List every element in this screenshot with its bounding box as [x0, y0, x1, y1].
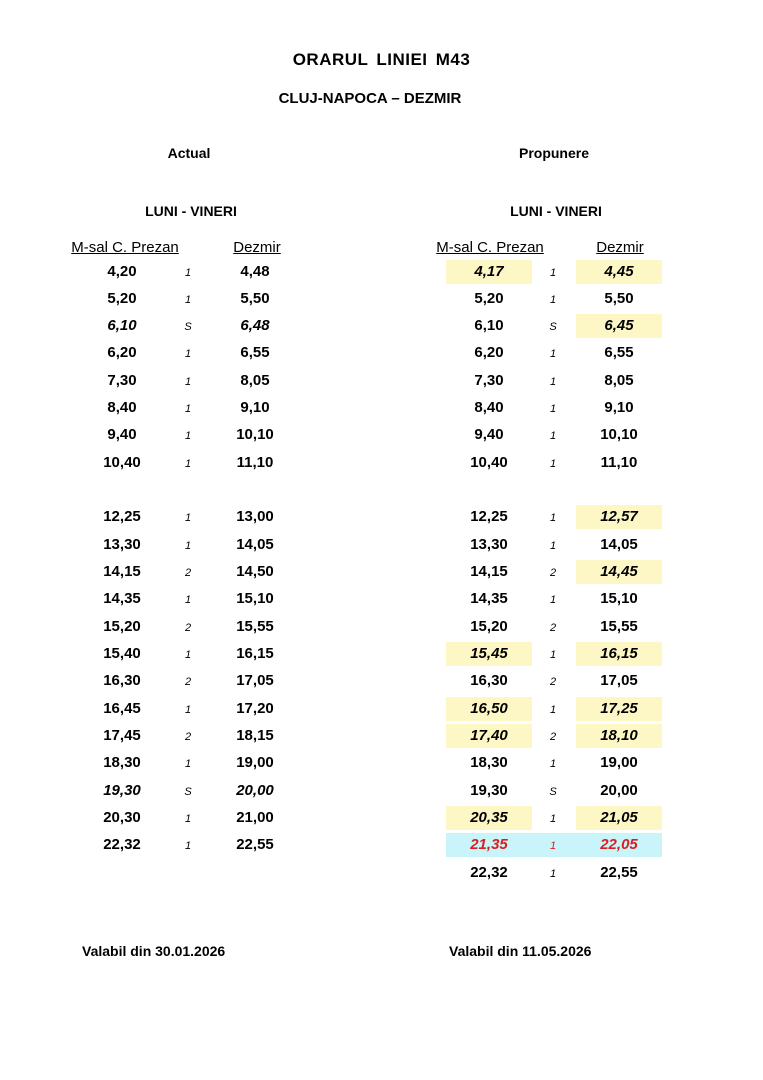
departure-time: 6,20 [474, 344, 504, 362]
departure-time: 15,20 [103, 617, 141, 635]
departure-time: 16,45 [103, 699, 141, 717]
departure-time: 9,40 [107, 426, 137, 444]
page-title: ORARUL LINIEI M43 [292, 50, 471, 69]
departure-time: 17,40 [446, 724, 532, 748]
departure-time: 19,30 [470, 781, 508, 799]
departure-time: 22,32 [103, 836, 141, 854]
frequency-code: 1 [549, 758, 557, 771]
frequency-code: S [184, 785, 192, 798]
arrival-time: 13,00 [236, 508, 274, 526]
departure-time: 16,30 [470, 672, 508, 690]
arrival-time: 22,55 [236, 836, 274, 854]
current-days-label: LUNI - VINERI [145, 203, 237, 219]
departure-time: 15,20 [470, 617, 508, 635]
departure-time: 19,30 [103, 781, 141, 799]
arrival-time: 19,00 [236, 754, 274, 772]
frequency-code: 1 [184, 813, 192, 826]
departure-time: 18,30 [103, 754, 141, 772]
departure-time: 10,40 [103, 453, 141, 471]
arrival-time: 15,10 [600, 590, 638, 608]
frequency-code: 1 [549, 840, 557, 853]
departure-time: 22,32 [470, 863, 508, 881]
departure-time: 4,20 [107, 262, 137, 280]
arrival-time: 16,15 [576, 642, 662, 666]
frequency-code: 1 [184, 703, 192, 716]
arrival-time: 10,10 [236, 426, 274, 444]
departure-time: 20,35 [446, 806, 532, 830]
frequency-code: 1 [549, 703, 557, 716]
frequency-code: 1 [549, 430, 557, 443]
arrival-time: 14,05 [236, 535, 274, 553]
current-section-label: Actual [167, 145, 211, 161]
arrival-time: 9,10 [240, 399, 270, 417]
departure-time: 14,15 [103, 563, 141, 581]
departure-time: 15,40 [103, 645, 141, 663]
frequency-code: 1 [549, 293, 557, 306]
arrival-time: 6,55 [240, 344, 270, 362]
departure-time: 8,40 [107, 399, 137, 417]
frequency-code: 1 [549, 375, 557, 388]
departure-time: 14,35 [470, 590, 508, 608]
departure-time: 12,25 [103, 508, 141, 526]
proposal-col-from: M-sal C. Prezan [436, 239, 544, 256]
departure-time: 7,30 [474, 371, 504, 389]
arrival-time: 20,00 [236, 781, 274, 799]
route-subtitle: CLUJ-NAPOCA – DEZMIR [278, 90, 462, 107]
arrival-time: 9,10 [604, 399, 634, 417]
frequency-code: 2 [184, 676, 192, 689]
departure-time: 6,20 [107, 344, 137, 362]
arrival-time: 4,48 [240, 262, 270, 280]
arrival-time: 5,50 [604, 289, 634, 307]
arrival-time: 8,05 [604, 371, 634, 389]
frequency-code: 1 [184, 594, 192, 607]
arrival-time: 5,50 [240, 289, 270, 307]
arrival-time: 14,50 [236, 563, 274, 581]
departure-time: 16,50 [446, 697, 532, 721]
arrival-time: 15,55 [600, 617, 638, 635]
arrival-time: 20,00 [600, 781, 638, 799]
departure-time: 18,30 [470, 754, 508, 772]
frequency-code: 2 [549, 567, 557, 580]
arrival-time: 4,45 [576, 260, 662, 284]
departure-time: 13,30 [470, 535, 508, 553]
frequency-code: 1 [549, 403, 557, 416]
arrival-time: 11,10 [600, 453, 638, 471]
frequency-code: S [549, 785, 557, 798]
departure-time: 14,35 [103, 590, 141, 608]
arrival-time: 8,05 [240, 371, 270, 389]
proposal-col-to: Dezmir [596, 239, 644, 256]
frequency-code: 2 [184, 567, 192, 580]
arrival-time: 6,45 [576, 314, 662, 338]
frequency-code: 1 [549, 457, 557, 470]
frequency-code: 1 [549, 348, 557, 361]
proposal-valid-from: Valabil din 11.05.2026 [449, 943, 592, 959]
frequency-code: 1 [549, 649, 557, 662]
arrival-time: 21,00 [236, 809, 274, 827]
frequency-code: 1 [549, 266, 557, 279]
frequency-code: 1 [184, 758, 192, 771]
departure-time: 6,10 [107, 317, 137, 335]
departure-time: 5,20 [474, 289, 504, 307]
frequency-code: 1 [549, 813, 557, 826]
departure-time: 9,40 [474, 426, 504, 444]
proposal-days-label: LUNI - VINERI [510, 203, 602, 219]
arrival-time: 17,25 [576, 697, 662, 721]
departure-time: 12,25 [470, 508, 508, 526]
frequency-code: 2 [184, 621, 192, 634]
arrival-time: 6,55 [604, 344, 634, 362]
departure-time: 10,40 [470, 453, 508, 471]
current-valid-from: Valabil din 30.01.2026 [82, 943, 226, 959]
proposal-section-label: Propunere [518, 145, 589, 161]
arrival-time: 17,05 [236, 672, 274, 690]
frequency-code: 1 [184, 512, 192, 525]
arrival-time: 6,48 [240, 317, 270, 335]
arrival-time: 17,20 [236, 699, 274, 717]
departure-time: 15,45 [446, 642, 532, 666]
arrival-time: 16,15 [236, 645, 274, 663]
arrival-time: 18,10 [576, 724, 662, 748]
arrival-time: 11,10 [236, 453, 274, 471]
frequency-code: S [549, 321, 557, 334]
arrival-time: 10,10 [600, 426, 638, 444]
frequency-code: 2 [549, 676, 557, 689]
arrival-time: 21,05 [576, 806, 662, 830]
frequency-code: 1 [549, 539, 557, 552]
arrival-time: 12,57 [576, 505, 662, 529]
current-col-to: Dezmir [233, 239, 281, 256]
departure-time: 20,30 [103, 809, 141, 827]
arrival-time: 15,10 [236, 590, 274, 608]
frequency-code: 2 [184, 731, 192, 744]
arrival-time: 22,05 [600, 836, 638, 854]
frequency-code: 1 [184, 457, 192, 470]
arrival-time: 19,00 [600, 754, 638, 772]
current-col-from: M-sal C. Prezan [71, 239, 179, 256]
departure-time: 17,45 [103, 727, 141, 745]
departure-time: 6,10 [474, 317, 504, 335]
frequency-code: 1 [549, 594, 557, 607]
departure-time: 14,15 [470, 563, 508, 581]
frequency-code: 1 [184, 649, 192, 662]
departure-time: 13,30 [103, 535, 141, 553]
frequency-code: 1 [184, 403, 192, 416]
frequency-code: 1 [184, 375, 192, 388]
departure-time: 5,20 [107, 289, 137, 307]
arrival-time: 14,45 [576, 560, 662, 584]
frequency-code: 1 [549, 512, 557, 525]
arrival-time: 17,05 [600, 672, 638, 690]
frequency-code: 1 [549, 867, 557, 880]
frequency-code: 1 [184, 348, 192, 361]
frequency-code: 2 [549, 621, 557, 634]
arrival-time: 22,55 [600, 863, 638, 881]
frequency-code: S [184, 321, 192, 334]
frequency-code: 1 [184, 266, 192, 279]
departure-time: 7,30 [107, 371, 137, 389]
frequency-code: 1 [184, 293, 192, 306]
arrival-time: 18,15 [236, 727, 274, 745]
departure-time: 8,40 [474, 399, 504, 417]
frequency-code: 2 [549, 731, 557, 744]
departure-time: 16,30 [103, 672, 141, 690]
departure-time: 21,35 [470, 836, 508, 854]
arrival-time: 15,55 [236, 617, 274, 635]
frequency-code: 1 [184, 539, 192, 552]
frequency-code: 1 [184, 430, 192, 443]
departure-time: 4,17 [446, 260, 532, 284]
arrival-time: 14,05 [600, 535, 638, 553]
frequency-code: 1 [184, 840, 192, 853]
